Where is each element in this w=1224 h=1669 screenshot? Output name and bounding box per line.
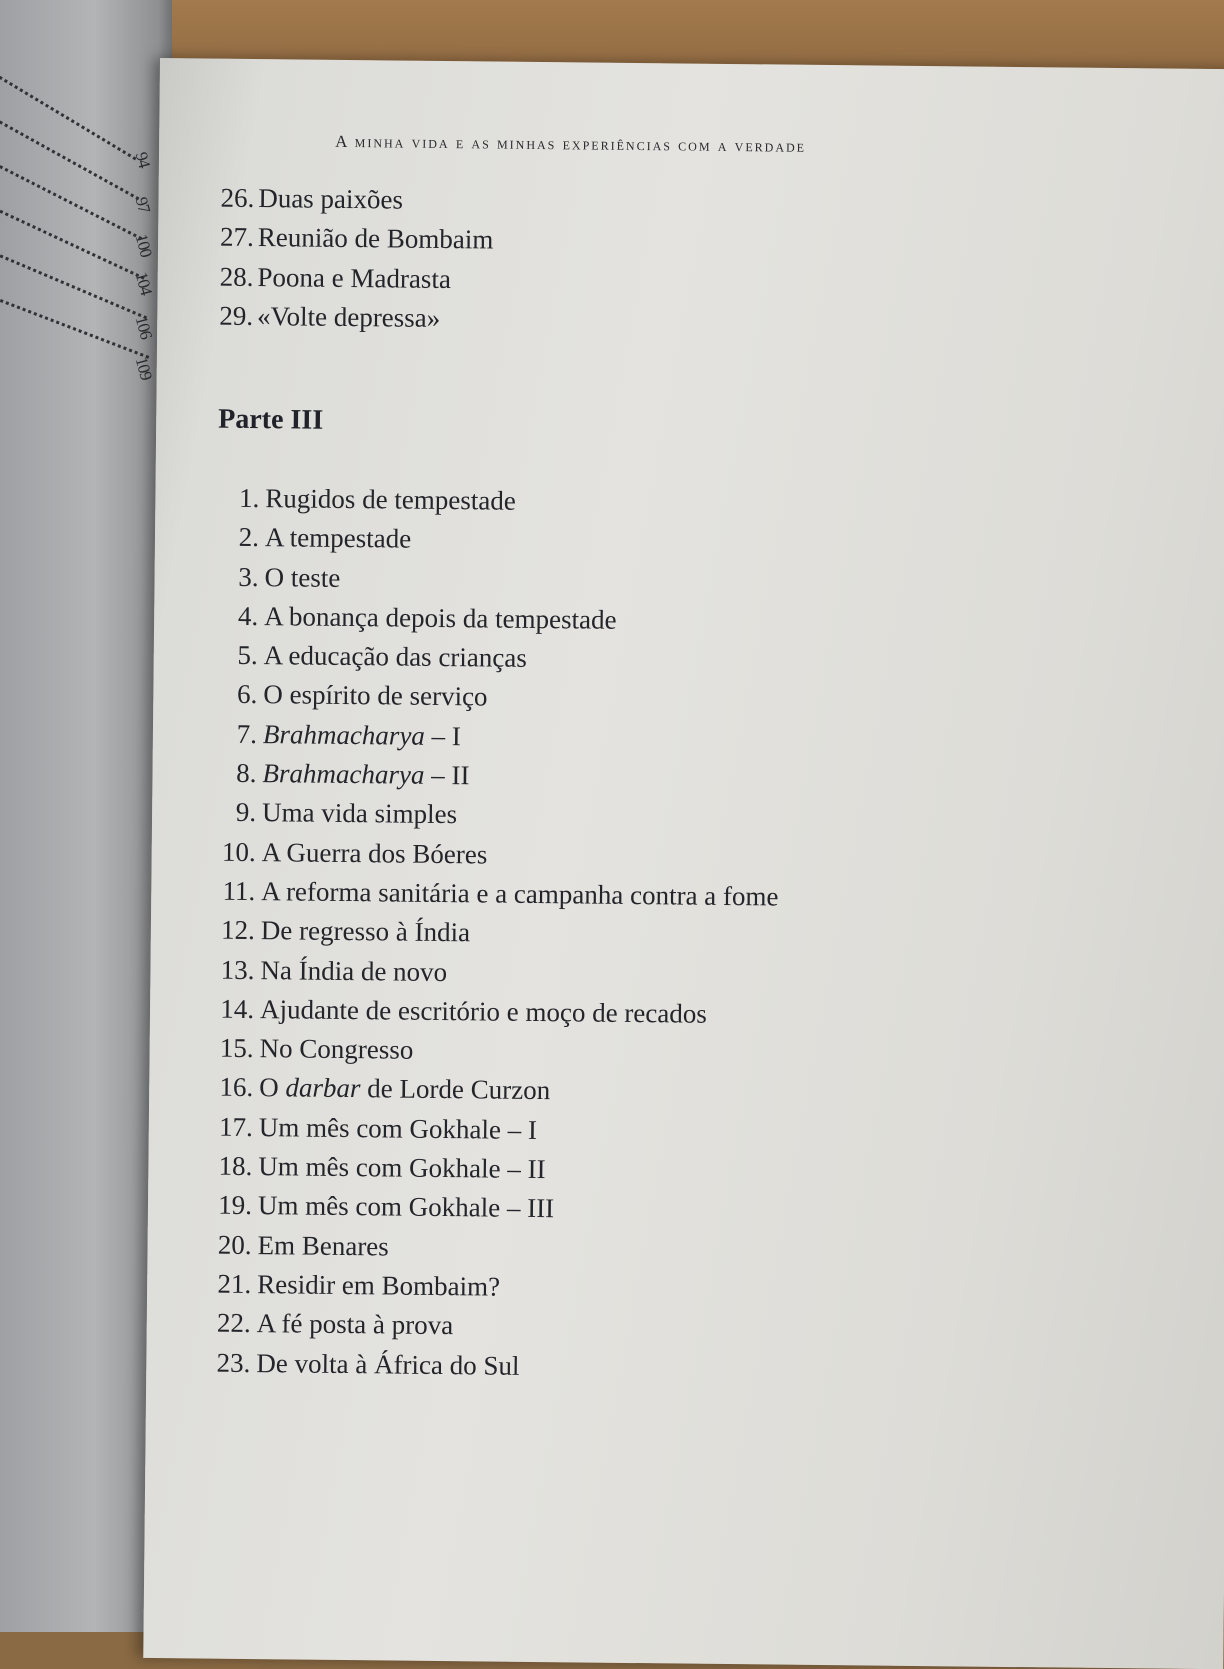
toc-item (220, 179, 494, 221)
right-page (143, 58, 1224, 1669)
part-title: Parte III (218, 403, 324, 436)
toc-item (218, 754, 780, 799)
toc-item (217, 832, 779, 877)
toc-title: Rugidos de tempestade (265, 483, 516, 516)
toc-item (216, 950, 778, 995)
dot-leader (0, 115, 139, 200)
toc-number: 9. (235, 797, 257, 828)
toc-title: Duas paixões (258, 183, 404, 215)
toc-number: 6. (236, 679, 258, 710)
toc-title: O espírito de serviço (263, 679, 488, 712)
toc-item (213, 1265, 775, 1310)
toc-item (221, 518, 783, 563)
toc-number: 2. (238, 522, 260, 553)
toc-title-rest: de Lorde Curzon (360, 1073, 551, 1106)
toc-title: De volta à África do Sul (256, 1347, 520, 1381)
toc-number: 29. (219, 300, 254, 331)
toc-title: Residir em Bombaim? (257, 1269, 501, 1302)
toc-title: A fé posta à prova (256, 1308, 454, 1341)
toc-number: 8. (236, 757, 257, 789)
toc-title: Em Benares (257, 1229, 389, 1262)
toc-number: 26. (220, 182, 255, 213)
toc-item (220, 257, 494, 299)
toc-title-italic: Brahmacharya (262, 718, 426, 751)
toc-number: 23. (216, 1347, 251, 1378)
toc-number: 22. (216, 1307, 251, 1339)
toc-item (213, 1304, 775, 1349)
show-through-text (858, 265, 1224, 269)
toc-number: 15. (219, 1032, 254, 1064)
toc-item (214, 1147, 776, 1192)
toc-title: Reunião de Bombaim (257, 222, 494, 255)
toc-number: 12. (220, 914, 256, 946)
toc-number: 27. (219, 221, 255, 253)
toc-item (212, 1343, 774, 1388)
page-number: 100 (131, 232, 156, 259)
toc-title: Um mês com Gokhale – III (257, 1190, 555, 1224)
toc-number: 4. (237, 600, 259, 631)
toc-title-italic: darbar (285, 1072, 361, 1104)
toc-title-italic: Brahmacharya (262, 758, 425, 790)
toc-number: 17. (218, 1111, 253, 1142)
toc-item (221, 479, 783, 524)
toc-title: Um mês com Gokhale – II (258, 1151, 546, 1185)
toc-title: De regresso à Índia (260, 915, 471, 948)
toc-number: 21. (217, 1268, 252, 1299)
page-number: 106 (131, 314, 156, 341)
toc-item (215, 1068, 777, 1113)
toc-title: Uma vida simples (261, 797, 458, 830)
dot-leader (0, 205, 145, 280)
page-number: 94 (131, 150, 154, 170)
toc-title: «Volte depressa» (256, 300, 441, 333)
toc-number: 11. (222, 875, 256, 907)
toc-title-rest: – II (424, 759, 470, 791)
toc-number: 5. (237, 640, 258, 671)
toc-number: 14. (220, 993, 255, 1024)
toc-item (220, 218, 494, 260)
toc-number: 20. (217, 1229, 252, 1260)
toc-title: Poona e Madrasta (257, 261, 452, 294)
toc-number: 13. (220, 954, 255, 985)
toc-number: 19. (218, 1190, 253, 1221)
toc-title: Ajudante de escritório e moço de recados (259, 993, 708, 1029)
toc-number: 28. (219, 261, 254, 292)
toc-number: 3. (238, 561, 259, 592)
toc-number: 10. (221, 836, 256, 867)
toc-item (220, 557, 782, 602)
toc-item (216, 989, 778, 1034)
toc-title: A educação das crianças (263, 640, 528, 674)
page-number: 109 (131, 355, 156, 382)
toc-item (217, 911, 779, 956)
toc-item (215, 1107, 777, 1152)
toc-item (217, 872, 779, 917)
part-ii-tail-list (219, 179, 494, 339)
toc-title-rest: – I (424, 720, 462, 751)
toc-title: No Congresso (259, 1033, 414, 1065)
toc-title: A reforma sanitária e a campanha contra a fome (261, 876, 779, 912)
dot-leader (0, 295, 149, 359)
toc-item (220, 636, 782, 681)
toc-title: Na Índia de novo (260, 954, 448, 987)
toc-item (214, 1186, 776, 1231)
dot-leader (0, 160, 142, 240)
page-number: 97 (131, 195, 154, 215)
toc-item (219, 297, 493, 339)
toc-item (219, 714, 781, 759)
toc-number: 7. (236, 718, 258, 749)
running-head: A minha vida e as minhas experiências com a verdade (335, 131, 807, 156)
toc-item (220, 597, 782, 642)
toc-number: 18. (218, 1150, 253, 1182)
toc-title: A tempestade (264, 522, 412, 554)
toc-number: 16. (219, 1072, 254, 1103)
dot-leader (0, 70, 136, 160)
toc-item (213, 1225, 775, 1270)
toc-title: A bonança depois da tempestade (264, 601, 617, 635)
part-iii-chapter-list (212, 479, 783, 1389)
toc-title: O teste (264, 561, 341, 593)
toc-title: Um mês com Gokhale – I (258, 1111, 538, 1145)
toc-number: 1. (238, 482, 260, 514)
toc-item (215, 1029, 777, 1074)
toc-title: A Guerra dos Bóeres (261, 836, 488, 870)
toc-item (219, 675, 781, 720)
toc-item (218, 793, 780, 838)
toc-title-pre: O (259, 1072, 286, 1103)
page-number: 104 (131, 270, 156, 297)
